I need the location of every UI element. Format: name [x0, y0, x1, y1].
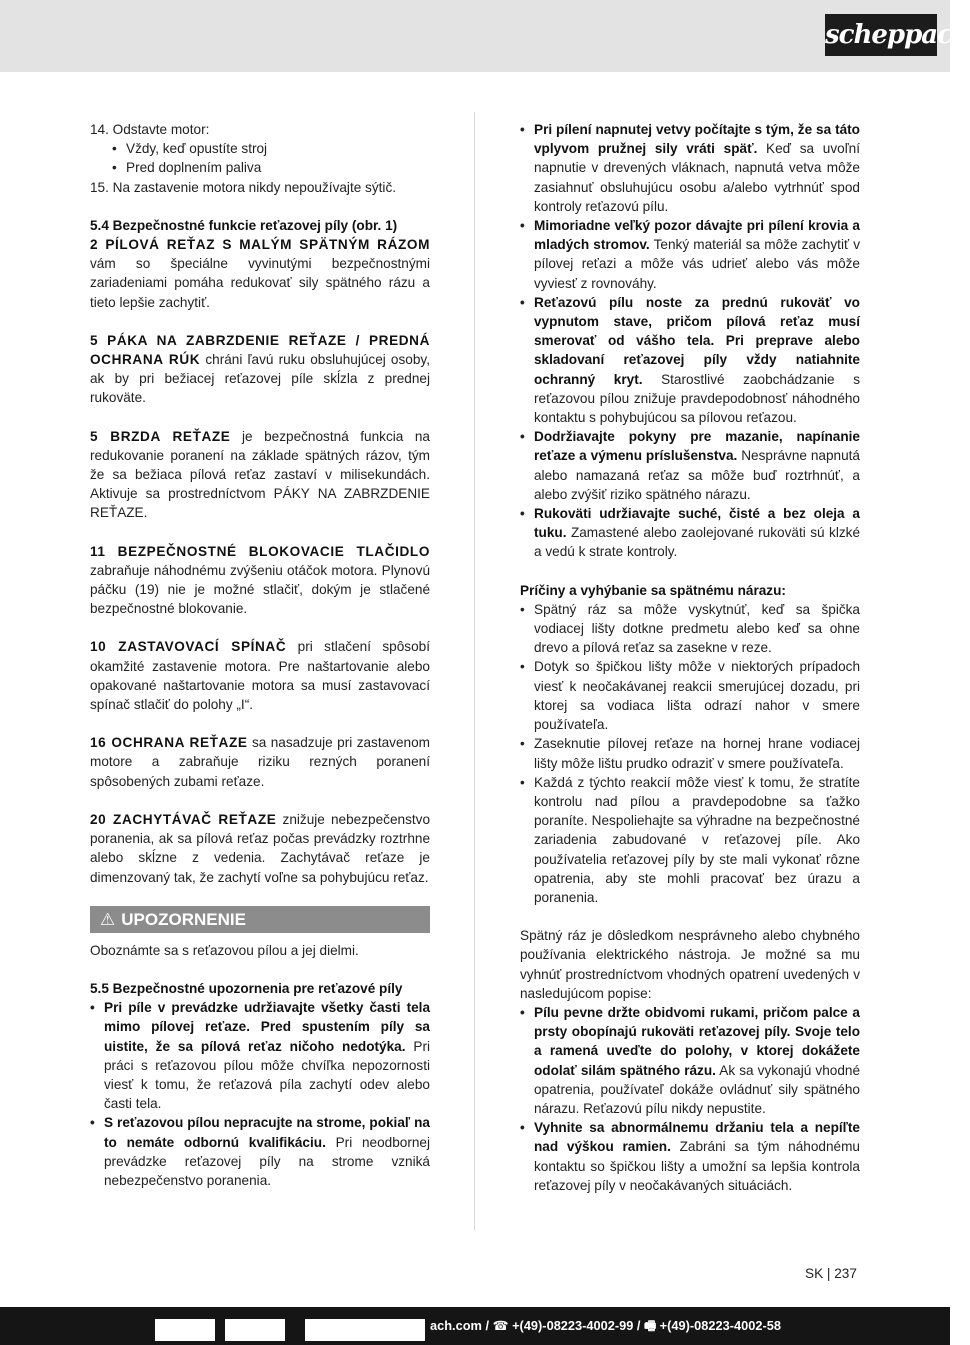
- right-column: [520, 120, 860, 1195]
- list-item: • Vždy, keď opustíte stroj: [90, 139, 430, 158]
- footer-contact: ach.com / ☎ +(49)-08223-4002-99 / 🖷 +(49)-08223-4002-58: [430, 1318, 781, 1333]
- list-item: • S reťazovou pílou nepracujte na strome, pokiaľ na to nemáte odbornú kvalifikáciu. Pri neodbornej prevádzke reťazovej píly na strome vzniká nebezpečenstvo poranenia.: [90, 1113, 430, 1190]
- paragraph: 16 OCHRANA REŤAZE sa nasadzuje pri zastavenom motore a zabraňuje riziku rezných poranení spôsobených zubami reťaze.: [90, 735, 430, 789]
- paragraph: Spätný ráz je dôsledkom nesprávneho alebo chybného používania elektrického nástroja. Je možné sa mu vyhnúť prostredníctvom vhodných opatrení uvedených v nasledujúcom popise:: [520, 928, 860, 1001]
- list-item: • Rukoväti udržiavajte suché, čisté a bez oleja a tuku. Zamastené alebo zaolejované rukoväti sú klzké a vedú k strate kontroly.: [520, 504, 860, 562]
- footer-redaction: [155, 1319, 215, 1341]
- column-divider: [474, 112, 475, 1230]
- list-item: • Pri pílení napnutej vetvy počítajte s tým, že sa táto vplyvom pružnej sily vráti späť. Keď sa uvoľní napnutie v drevených vláknach, napnutá vetva môže zasiahnuť obsluhujúcu osobu a/alebo vytrhnúť spod kontroly reťazovú pílu.: [520, 120, 860, 216]
- list-item: • Pri píle v prevádzke udržiavajte všetky časti tela mimo pílovej reťaze. Pred spustením píly sa uistite, že sa pílová reťaz ničoho nedotýka. Pri práci s reťazovou pílou môže chvíľka nepozornosti viesť k tomu, že reťazová píla zachytí odev alebo časti tela.: [90, 998, 430, 1113]
- list-item: • Spätný ráz sa môže vyskytnúť, keď sa špička vodiacej lišty dotkne predmetu alebo keď sa ohne drevo a pílová reťaz sa zasekne v reze.: [520, 600, 860, 658]
- paragraph: 2 PÍLOVÁ REŤAZ S MALÝM SPÄTNÝM RÁZOM vám so špeciálne vyvinutými bezpečnostnými zariadeniami pomáha redukovať sily spätného rázu a tieto lepšie zachytiť.: [90, 237, 430, 310]
- section-heading: 5.5 Bezpečnostné upozornenia pre reťazové píly: [90, 980, 403, 996]
- list-item: • Každá z týchto reakcií môže viesť k tomu, že stratíte kontrolu nad pílou a pravdepodobne sa ťažko poraníte. Nespoliehajte sa výhradne na bezpečnostné zariadenia zabudované v reťazovej píle. Ako používatelia reťazovej píly by ste mali vykonať rôzne opatrenia, aby ste mohli pracovať bez úrazu a poranenia.: [520, 773, 860, 907]
- list-item: • Pred doplnením paliva: [90, 158, 430, 177]
- warning-banner: [90, 906, 430, 933]
- list-item: • Pílu pevne držte obidvomi rukami, pričom palce a prsty obopínajú rukoväti reťazovej píly. Svoje telo a ramená uveďte do polohy, v ktorej dokážete odolať silám spätného rázu. Ak sa vykonajú vhodné opatrenia, používateľ dokáže ovládnuť sily spätného nárazu. Reťazovú pílu nikdy nepustite.: [520, 1003, 860, 1118]
- left-column: [90, 120, 430, 1190]
- page-footer: [0, 1307, 950, 1345]
- page-number: SK | 237: [805, 1266, 857, 1281]
- list-item: • Dotyk so špičkou lišty môže v niektorých prípadoch viesť k neočakávanej reakcii smerujúcej dozadu, pri ktorej sa vodiaca lišta odrazí nahor v smere používateľa.: [520, 657, 860, 734]
- list-item: • Zaseknutie pílovej reťaze na hornej hrane vodiacej lišty môže lištu prudko odraziť v smere používateľa.: [520, 734, 860, 772]
- paragraph: 5 BRZDA REŤAZE je bezpečnostná funkcia na redukovanie poranení na základe spätných rázov, tým že sa bežiaca pílová reťaz zastaví v milisekundách. Aktivuje sa prostredníctvom PÁKY NA ZABRZDENIE REŤAZE.: [90, 428, 430, 521]
- paragraph: 5 PÁKA NA ZABRZDENIE REŤAZE / PREDNÁ OCHRANA RÚK chráni ľavú ruku obsluhujúcej osoby, ak by pri bežiacej reťazovej píle skĺzla z prednej rukoväte.: [90, 332, 430, 406]
- list-item: • Mimoriadne veľký pozor dávajte pri pílení krovia a mladých stromov. Tenký materiál sa môže zachytiť v pílovej reťazi a môže vás udrieť alebo vás môže vyviesť z rovnováhy.: [520, 216, 860, 293]
- scheppach-logo: scheppach: [825, 14, 937, 56]
- warning-label: UPOZORNENIE: [121, 909, 246, 929]
- list-item: • Dodržiavajte pokyny pre mazanie, napínanie reťaze a výmenu príslušenstva. Nesprávne napnutá alebo namazaná reťaz sa môže buď roztrhnúť, a alebo zvýšiť riziko spätného nárazu.: [520, 427, 860, 504]
- footer-redaction: [225, 1319, 285, 1341]
- paragraph: 10 ZASTAVOVACÍ SPÍNAČ pri stlačení spôsobí okamžité zastavenie motora. Pre naštartovanie alebo opakované naštartovanie motora sa musí zastavovací spínač stlačiť do polohy „I“.: [90, 639, 430, 713]
- list-item: • Reťazovú pílu noste za prednú rukoväť vo vypnutom stave, pričom pílová reťaz musí smerovať od vášho tela. Pri preprave alebo skladovaní reťazovej píly vždy natiahnite ochranný kryt. Starostlivé zaobchádzanie s reťazovou pílou znižuje pravdepodobnosť náhodného kontaktu s pohybujúcou sa pílovou reťazou.: [520, 293, 860, 427]
- paragraph: 11 BEZPEČNOSTNÉ BLOKOVACIE TLAČIDLO zabraňuje náhodnému zvýšeniu otáčok motora. Plynovú páčku (19) nie je možné stlačiť, dokým je stlačené bezpečnostné blokovanie.: [90, 543, 430, 617]
- footer-redaction: [305, 1319, 425, 1341]
- list-item: 15. Na zastavenie motora nikdy nepoužívajte sýtič.: [90, 179, 397, 195]
- page-header: [0, 0, 970, 72]
- list-item: • Vyhnite sa abnormálnemu držaniu tela a nepíľte nad výškou ramien. Zabráni sa tým náhodnému kontaktu so špičkou lišty a umožní sa lepšia kontrola reťazovej píly v neočakávaných situáciách.: [520, 1118, 860, 1195]
- list-item: 14. Odstavte motor:: [90, 122, 210, 137]
- warning-icon: ⚠: [100, 909, 116, 929]
- paragraph: 20 ZACHYTÁVAČ REŤAZE znižuje nebezpečenstvo poranenia, ak sa pílová reťaz počas prevádzky roztrhne alebo skĺzne z vedenia. Zachytávač reťaze je dimenzovaný tak, že zachytí voľne sa pohybujúcu reťaz.: [90, 811, 430, 885]
- section-heading: Príčiny a vyhýbanie sa spätnému nárazu:: [520, 582, 786, 598]
- paragraph: Oboznámte sa s reťazovou pílou a jej dielmi.: [90, 942, 359, 958]
- section-heading: 5.4 Bezpečnostné funkcie reťazovej píly (obr. 1): [90, 217, 398, 233]
